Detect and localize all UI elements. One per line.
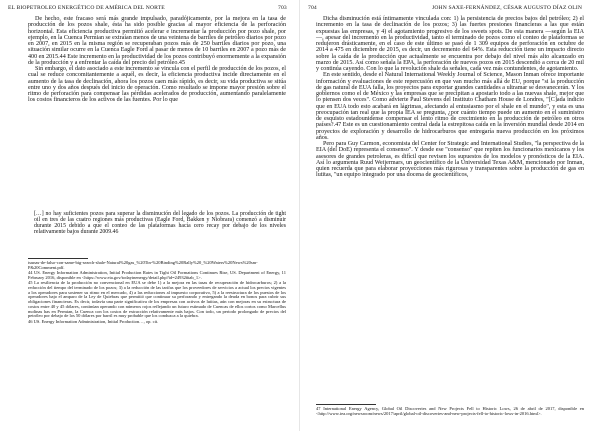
- right-body: [316, 16, 584, 179]
- right-running-head: JOHN SAXE-FERNÁNDEZ, CÉSAR AUGUSTO DÍAZ OLIN: [432, 5, 583, 11]
- footnote: 46 US. Energy Information Administration, Initial Production…, op. cit.: [28, 318, 159, 324]
- right-paragraph: En este sentido, desde el Natural International Weekly Journal of Science, Mason Inman ofrece importante información y evaluaciones de este repercusión en que van mucho más allá de EU, porque "si la producción de gas natural de EUA falla, los proyectos para exportar grandes cantidades a ultramar se desvanecerán. Y los gobiernos como el de México y las empresas que se precipitan a apostarlo todo a las nuevas shale, mejor que lo piensen dos veces". Como advierte Paul Stevens del Instituto Chatham House de Londres, "[C]ada indicio que en EUA todo esto acabará en lágrimas, afectando al entusiasmo por el shale en el mundo", y esta es una preocupación tan real que la propia IEA se pregunta, ¿por cuánto tiempo puede un aumento en el suministro de esquisto estadounidense compensar el lento ritmo de crecimiento en la producción de petróleo en otros países?.47 Este es un cuestionamiento central dada la estrepitosa caída en la inversión mundial desde 2014 en proyectos de exploración y desarrollo de hidrocarburos que entregaría nueva producción en los próximos años.: [316, 72, 584, 141]
- right-page-number: 704: [308, 5, 317, 11]
- left-body: [28, 16, 286, 104]
- left-paragraph: Sin embargo, el dato asociado a este incremento se vincula con el perfil de producción de los pozos, el cual se reduce concomitantemente a aquél, es decir, la eficiencia productiva incide directamente en el aumento de la tasa de declinación, ahora los pozos caen más rápido, es decir, su vida productiva se sitúa entre uno y dos años después del inicio de operación. Como resultado se impone mayor presión sobre el ritmo de perforación para compensar las pérdidas acelerados de producción, aumentando paralelamente los costos financieros de los activos de las fuentes. Por lo que: [28, 66, 286, 104]
- left-running-head: EL BIOPETROLEO ENERGÉTICO DE AMÉRICA DEL NORTE: [8, 5, 165, 11]
- left-page-number: 703: [278, 5, 287, 11]
- footnote-rule: [316, 404, 376, 405]
- footnote-continuation: tsunas-de-falso-con-same-big-search-shale-Natural%20gas_%20Tin-%20Binding%20Rally%20_%20Waters%20News%20sm-P&20Comment.pdf.: [28, 260, 258, 270]
- footnote: 45 La resiliencia de la producción no convencional en EUA se debe 1) a la mejora en las tasas de recuperación de hidrocarburos; 2) a la reducción del tiempo del terminado de los pozos; 3) a la reducción de las tarifas que los proveedores de servicios a actual los precios vigentes a los operadores para sostener su ritmo en el mercado, 4) a las reducciones al impuesto corporativo, 5) a la reestructura de los puestos de los operadores bajo el amparo de la Ley de Quiebras que permitió que continuar su perforando y entregando la deuda en bonos para cubrir sus obligaciones financieras. Es decir, todavía una parte significativa de los empresas con activos de lutitas, aún con mejoras en su estructura de costos entre 40 y 45 dólares, continúan operando con números rojos reflejando un futuro estimado de Cuencas de ellos cortos como Marcellus molinas has en Permian, la Cuenca con los costos de extracción relativamente más bajos. Con todo, un periodo prolongado de precios del petróleo por debajo de los 50 dólares por barril es muy probable que los conduzca a la quiebra.: [28, 280, 286, 319]
- right-footnotes: [316, 407, 584, 417]
- right-page: [300, 0, 600, 431]
- footnote: 44 US. Energy Information Administration, Initial Production Rates in Tight Oil Formations Continues Rise, US. Department of Energy, 11 February 2016, disponible en <https://www.eia.gov/todayinenergy/detail.php?id=24932#tab_1>.: [28, 270, 286, 280]
- left-footnotes: [28, 261, 286, 325]
- footnote-rule: [28, 258, 88, 259]
- footnote: 47 International Energy Agency, Global Oil Discoveries and New Projects Fell to Historic Lows, 26 de abril de 2017, disponible en <http://www.iea.org/newsroom/news/2017/april/global-oil-discoveries-and-new-projects-fell-to-historic-lows-in-2016.html>.: [316, 406, 584, 416]
- block-quote: […] no hay suficientes pozos para superar la disminución del legado de los pozos. La producción de tight oil en tres de las cuatro regiones más productivas (Eagle Ford, Bakken y Niobrara) comenzó a disminuir durante 2015 debido a que el conteo de las plataformas hacía cero recay por debajo de los niveles relativamente bajos durante 2009.46: [34, 211, 286, 236]
- left-paragraph: De hecho, este fracaso será más grande impulsado, paradójicamente, por la mejora en la tasa de producción de los pozos shale, ésta ha sido posible gracias al mayor eficiencia de la perforación horizontal. Esta eficiencia productiva permitió acelerar e incrementar la producción por pozo shale, por ejemplo, en la Cuenca Permian se extraían menos de una veintena de barriles de petróleo diarios por pozo en 2007, en 2015 en la misma región se recuperaban pozos más de 250 barriles diarios por pozo, una situación similar ocurre en la Cuenca Eagle Ford al pasar de menos de 10 barriles en 2007 a pozo más de 400 en 2015.44 Este incremento en la productividad de los pozos contribuyó enormemente a la expansión de la producción y a enfrentar la caída del precio del petróleo.45: [28, 16, 286, 66]
- right-paragraph: Pero para Guy Carmon, economista del Center for Strategic and International Studies, "la perspectiva de la EIA (del DoE) representa el consenso". Y desde ese "consenso" que repiten los funcionarios mexicanos y los asesores de grandes petroleras, es difícil que revisen los supuestos de los modelos y pronósticos de la EIA. Así lo argumenta Ruud Weijermars, un geocientífico de la Universidad Texas A&M, mencionado por Inman, quien recuerda que para elaborar proyecciones más rigurosas y transparentes sobre la producción de gas en lutitas, "un equipo integrado por una docena de geocientíficos,: [316, 141, 584, 179]
- right-paragraph: Dicha disminución está íntimamente vinculada con: 1) la persistencia de precios bajos del petróleo; 2) el incremento en la tasa de declinación de los pozos; 3) las fuertes presiones financieras a las que están expuestas las empresas, y 4) el agotamiento progresivo de los sweets spots. De esta manera —según la EIA—, apesar del incremento en la productividad, tanto el terminado de pozos como el conteo de plataformas se redujeron drásticamente, en el caso de este último se pasó de 1 309 equipos de perforación en octubre de 2014 a 475 en diciembre de 2015, es decir, un decremento del 64%. Esta reducción tiene un impacto directo sobre la caída de la producción que actualmente se encuentra por debajo del nivel más alto alcanzado en marzo de 2015. Así como señala la EPA, la perforación de nuevos pozos en 2015 descendió a cerca de 20 mil y continúa cayendo. Con lo que la revolución shale da señales, cada vez más contundentes, de agotamiento.: [316, 16, 584, 72]
